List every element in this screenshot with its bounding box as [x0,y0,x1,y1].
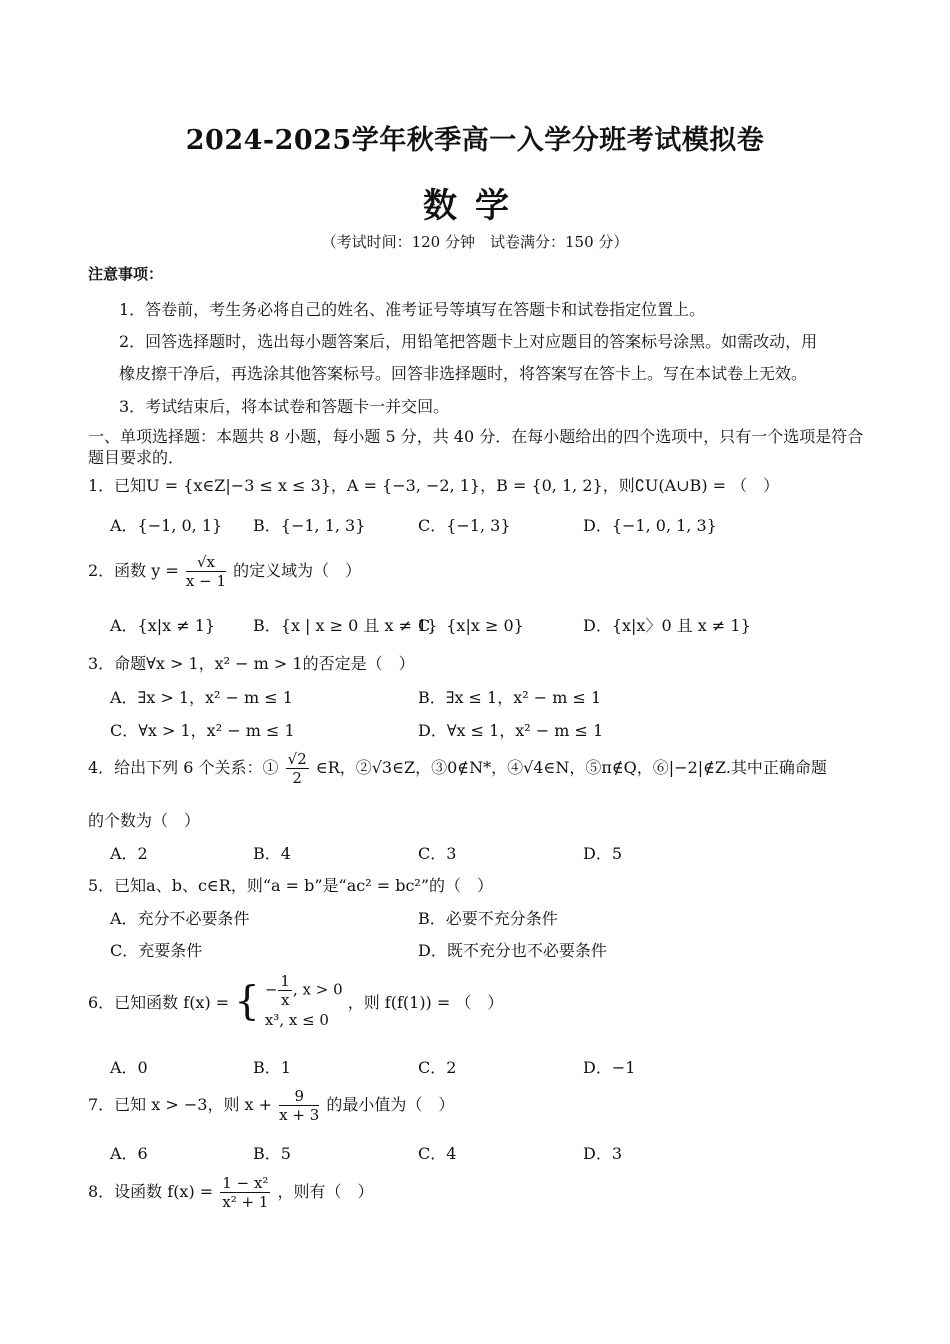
question-3-option-d: D．∀x ≤ 1，x² − m ≤ 1 [418,721,604,740]
question-7-option-b: B．5 [253,1144,291,1163]
question-8-fraction: $\frac{\text{1 − x²}}{\text{x² + 1}}$ [222,1174,269,1211]
notice-item-3: 3．考试结束后，将本试卷和答题卡一并交回。 [119,397,450,416]
question-4-stem-line2: 的个数为（ ） [88,811,201,830]
question-1-option-d: D．{−1, 0, 1, 3} [583,516,717,535]
question-3-option-a: A．∃x > 1，x² − m ≤ 1 [110,688,293,707]
question-2-option-a: A．{x|x ≠ 1} [110,616,216,635]
question-5-option-b: B．必要不充分条件 [418,909,558,928]
section-heading: 一、单项选择题：本题共 8 小题，每小题 5 分，共 40 分．在每小题给出的四个选项中，只有一个选项是符合题目要求的． [88,427,864,467]
question-5-option-a: A．充分不必要条件 [110,909,250,928]
question-2-option-b: B．{x | x ≥ 0 且 x ≠ 1} [253,616,438,635]
question-4-stem: 4．给出下列 6 个关系：① $\frac{√2}{2}$ ∈R，②√3∈Z，③0∉N*，④√4∈N，⑤π∉Q，⑥|−2|∉Z.其中正确命题 [88,750,827,787]
question-2-fraction: $\frac{√x}{x - 1}$ [185,553,227,590]
exam-title: 2024-2025学年秋季高一入学分班考试模拟卷 [185,125,765,156]
question-6-option-c: C．2 [418,1058,457,1077]
question-5-option-c: C．充要条件 [110,941,203,960]
notice-heading: 注意事项： [88,265,164,283]
exam-info: （考试时间：120 分钟 试卷满分：150 分） [321,233,629,251]
question-6-option-a: A．0 [110,1058,148,1077]
question-5-option-d: D．既不充分也不必要条件 [418,941,607,960]
question-6-option-d: D．−1 [583,1058,636,1077]
question-5-stem: 5．已知a、b、c∈R，则“a = b”是“ac² = bc²”的（ ） [88,876,494,895]
question-1-option-b: B．{−1, 1, 3} [253,516,366,535]
question-3-option-b: B．∃x ≤ 1，x² − m ≤ 1 [418,688,602,707]
question-8-stem: 8．设函数 f(x) = $\frac{\text{1 − x²}}{\text{x² + 1}}$ ，则有（ ） [88,1174,374,1211]
question-7-option-c: C．4 [418,1144,457,1163]
question-1-option-c: C．{−1, 3} [418,516,511,535]
question-7-option-d: D．3 [583,1144,623,1163]
question-4-option-c: C．3 [418,844,457,863]
question-6-piecewise: − $\frac{1}{x}$ , x > 0 x³, x ≤ 0 [264,972,343,1029]
question-7-option-a: A．6 [110,1144,148,1163]
question-6-option-b: B．1 [253,1058,291,1077]
notice-item-2a: 2．回答选择题时，选出每小题答案后，用铅笔把答题卡上对应题目的答案标号涂黑。如需改动，用 [119,332,818,351]
notice-item-2b: 橡皮擦干净后，再选涂其他答案标号。回答非选择题时，将答案写在答卡上。写在本试卷上无效。 [119,364,808,383]
question-1-option-a: A．{−1, 0, 1} [110,516,223,535]
piecewise-brace: { [234,978,260,1025]
question-6-stem: 6．已知函数 f(x) = { − $\frac{1}{x}$ , x > 0 x³, x ≤ 0 ，则 f(f(1)) = （ ） [88,972,504,1029]
question-2-stem: 2．函数 y = $\frac{√x}{x - 1}$ 的定义域为（ ） [88,553,362,590]
question-4-option-a: A．2 [110,844,148,863]
notice-item-1: 1．答卷前，考生务必将自己的姓名、准考证号等填写在答题卡和试卷指定位置上。 [119,300,706,319]
question-4-fraction: $\frac{√2}{2}$ [287,750,307,787]
subject-title: 数学 [423,186,527,226]
question-1-stem: 1．已知U = {x∈Z|−3 ≤ x ≤ 3}，A = {−3, −2, 1}，B = {0, 1, 2}，则∁U(A∪B) = （ ） [88,476,780,495]
question-2-option-d: D．{x|x〉0 且 x ≠ 1} [583,616,751,635]
question-4-option-b: B．4 [253,844,291,863]
question-3-option-c: C．∀x > 1，x² − m ≤ 1 [110,721,295,740]
question-4-option-d: D．5 [583,844,623,863]
question-3-stem: 3．命题∀x > 1，x² − m > 1的否定是（ ） [88,654,415,673]
question-7-stem: 7．已知 x > −3，则 x + $\frac{9}{x + 3}$ 的最小值为（ ） [88,1087,455,1124]
question-7-fraction: $\frac{9}{x + 3}$ [279,1087,320,1124]
question-2-option-c: C．{x|x ≥ 0} [418,616,524,635]
